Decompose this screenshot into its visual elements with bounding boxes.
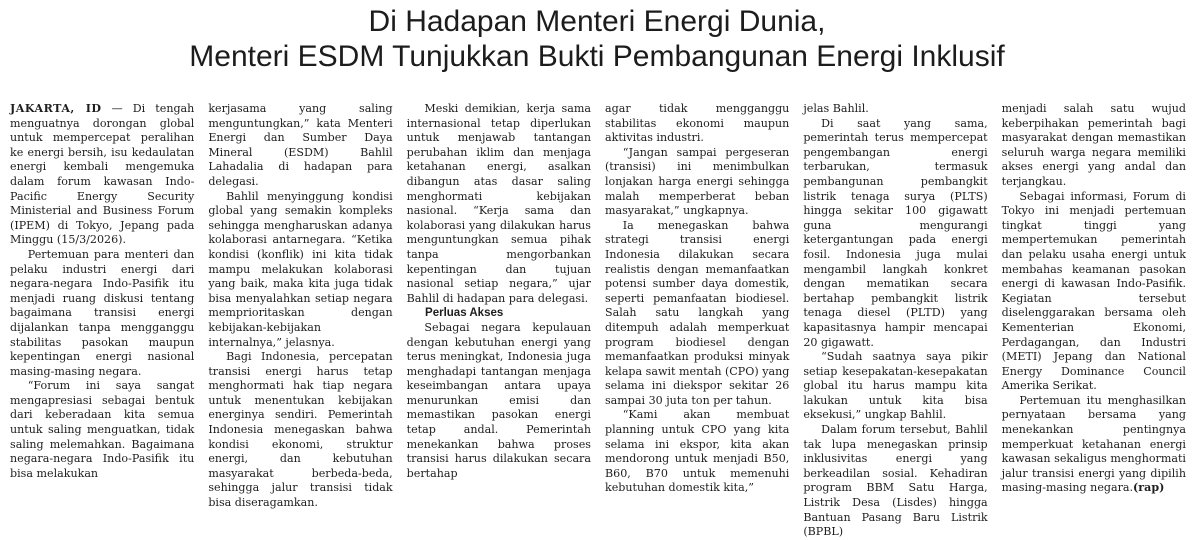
paragraph: “Jangan sampai pergeseran (transisi) ini menimbulkan lonjakan harga energi sehingga malah memperberat beban masyarakat,” ungkapnya.	[604, 145, 790, 218]
paragraph: Meski demikian, kerja sama internasional tetap diperlukan untuk menjawab tantangan perubahan iklim dan menjaga ketahanan energi, asalkan dibangun atas dasar saling menghormati kebijakan nasional. “Kerja sama dan kolaborasi yang dilakukan harus menguntungkan semua pihak tanpa mengorbankan kepentingan dan tujuan nasional setiap negara,” ujar Bahlil di hadapan para delegasi.	[406, 102, 591, 305]
paragraph: “Sudah saatnya saya pikir setiap kesepakatan-kesepakatan global itu harus mampu kita lakukan untuk kita bisa eksekusi,” ungkap Bahlil.	[803, 350, 988, 422]
headline-line-2: Menteri ESDM Tunjukkan Bukti Pembangunan Energi Inklusif	[189, 40, 1005, 73]
paragraph: Bahlil menyinggung kondisi global yang semakin kompleks sehingga mengharuskan adanya kolaborasi antarnegara. “Ketika kondisi (konflik) ini kita tidak mampu melakukan kolaborasi yang baik, maka kita juga tidak bisa menyalahkan setiap negara memprioritaskan dengan kebijakan-kebijakan internalnya,” jelasnya.	[208, 189, 393, 349]
paragraph: Pertemuan para menteri dan pelaku industri energi dari negara-negara Indo-Pasifik itu menjadi ruang diskusi tentang bagaimana transisi energi dijalankan tanpa mengganggu stabilitas pasokan maupun kepentingan energi nasional masing-masing negara.	[10, 247, 195, 378]
column-3	[406, 102, 591, 480]
column-6	[1001, 102, 1186, 495]
paragraph: Dalam forum tersebut, Bahlil tak lupa menegaskan prinsip inklusivitas energi yang berkeadilan sosial. Kehadiran program BBM Satu Harga, Listrik Desa (Lisdes) hingga Bantuan Pasang Baru Listrik (BPBL)	[803, 423, 988, 539]
author-credit: (rap)	[1133, 481, 1165, 495]
paragraph: “Forum ini saya sangat mengapresiasi sebagai bentuk dari keberadaan kita semua untuk saling menguatkan, tidak saling melemahkan. Bagaimana negara-negara Indo-Pasifik itu bisa melakukan	[10, 379, 195, 480]
dateline: JAKARTA, ID	[10, 102, 102, 115]
paragraph: Sebagai negara kepulauan dengan kebutuhan energi yang terus meningkat, Indonesia juga menghadapi tantangan menjaga keseimbangan antara upaya menurunkan emisi dan memastikan pasokan energi tetap andal. Pemerintah menekankan bahwa proses transisi harus dilakukan secara bertahap	[406, 320, 591, 480]
column-5	[803, 102, 988, 539]
column-2	[208, 102, 393, 510]
paragraph: Bagi Indonesia, percepatan transisi energi harus tetap menghormati hak tiap negara untuk menentukan kebijakan energinya sendiri. Pemerintah Indonesia menegaskan bahwa kondisi ekonomi, struktur energi, dan kebutuhan masyarakat berbeda-beda, sehingga jalur transisi tidak bisa diseragamkan.	[208, 350, 393, 510]
paragraph: agar tidak mengganggu stabilitas ekonomi maupun aktivitas industri.	[604, 102, 790, 145]
paragraph: Sebagai informasi, Forum di Tokyo ini menjadi pertemuan tingkat tinggi yang mempertemukan pemerintah dan pelaku usaha energi untuk membahas keamanan pasokan energi di kawasan Indo-Pasifik. Kegiatan tersebut diselenggarakan bersama oleh Kementerian Ekonomi, Perdagangan, dan Industri (METI) Jepang dan National Energy Dominance Council Amerika Serikat.	[1001, 189, 1186, 393]
paragraph	[1002, 394, 1186, 496]
headline-line-1: Di Hadapan Menteri Energi Dunia,	[368, 5, 826, 38]
paragraph: menjadi salah satu wujud keberpihakan pemerintah bagi masyarakat dengan memastikan seluruh warga negara memiliki akses energi yang andal dan terjangkau.	[1001, 102, 1186, 188]
article-headline	[0, 4, 1194, 74]
column-1	[10, 102, 195, 480]
subheading: Perluas Akses	[425, 307, 504, 320]
paragraph: “Kami akan membuat planning untuk CPO yang kita selama ini ekspor, kita akan mendorong untuk menjadi B50, B60, B70 untuk memenuhi kebutuhan domestik kita,”	[604, 408, 790, 495]
paragraph: Ia menegaskan bahwa strategi transisi energi Indonesia dilakukan secara realistis dengan memanfaatkan potensi sumber daya domestik, seperti pemanfaatan biodiesel. Salah satu langkah yang ditempuh adalah memperkuat program biodiesel dengan memanfaatkan produksi minyak kelapa sawit mentah (CPO) yang selama ini diekspor sekitar 26 sampai 30 juta ton per tahun.	[604, 218, 790, 407]
column-4	[604, 102, 790, 495]
paragraph: jelas Bahlil.	[803, 102, 869, 115]
article-body	[10, 102, 1186, 539]
paragraph: kerjasama yang saling menguntungkan,” kata Menteri Energi dan Sumber Daya Mineral (ESDM) Bahlil Lahadalia di hadapan para delegasi.	[208, 102, 393, 188]
paragraph-text: — Di tengah menguatnya dorongan global untuk mempercepat peralihan ke energi bersih, isu kedaulatan energi kembali mengemuka dalam forum kawasan Indo-Pacific Energy Security Ministerial and Business Forum (IPEM) di Tokyo, Jepang pada Minggu (15/3/2026).	[10, 102, 195, 247]
paragraph: Di saat yang sama, pemerintah terus mempercepat pengembangan energi terbarukan, termasuk pembangunan pembangkit listrik tenaga surya (PLTS) hingga sekitar 100 gigawatt guna mengurangi ketergantungan pada energi fosil. Indonesia juga mulai mengambil langkah konkret dengan mematikan secara bertahap pembangkit listrik tenaga diesel (PLTD) yang kapasitasnya hampir mencapai 20 gigawatt.	[803, 116, 988, 349]
paragraph	[10, 102, 194, 248]
paragraph-text: Pertemuan itu menghasilkan pernyataan bersama yang menekankan pentingnya memperkuat ketahanan energi kawasan sekaligus menghormati jalur transisi energi yang dipilih masing-masing negara.	[1001, 393, 1186, 495]
